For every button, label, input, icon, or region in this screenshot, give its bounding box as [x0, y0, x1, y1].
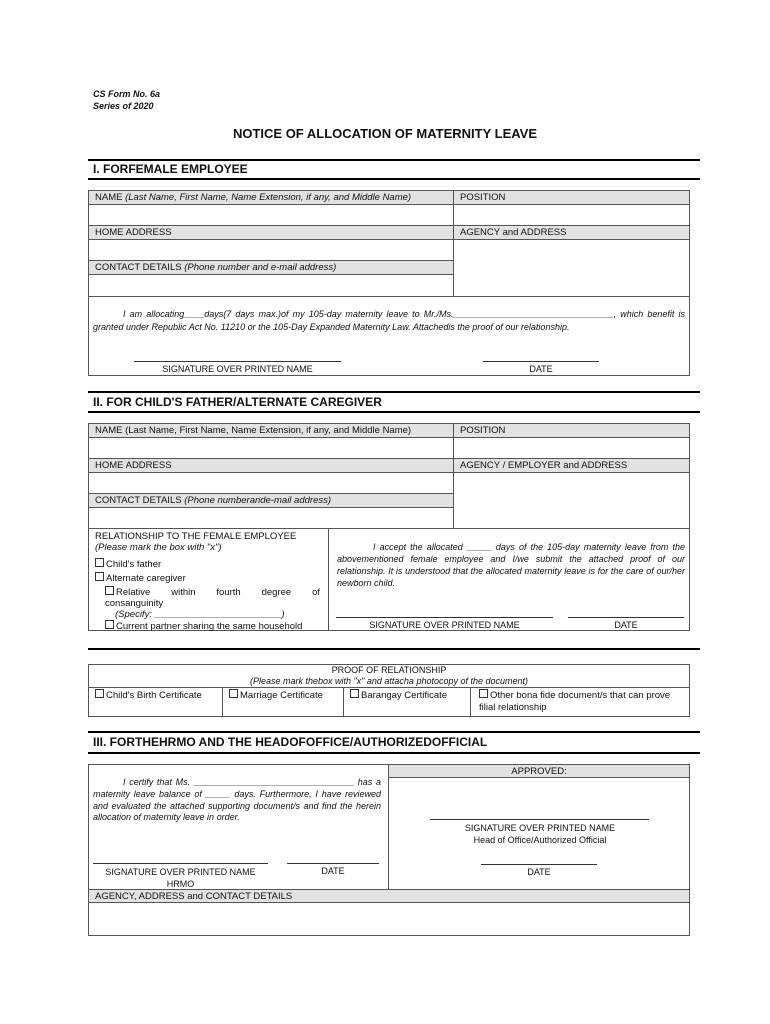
s1-name-field[interactable]: [88, 204, 454, 226]
proof-other-document[interactable]: Other bona fide document/s that can prove filial relationship: [470, 687, 690, 717]
proof-birth-certificate[interactable]: Child's Birth Certificate: [88, 687, 223, 717]
s1-name-header: [88, 190, 454, 205]
section2-rule: [88, 391, 700, 393]
checkbox[interactable]: [105, 620, 114, 629]
head-label: Head of Office/Authorized Official: [473, 835, 607, 845]
page-title: NOTICE OF ALLOCATION OF MATERNITY LEAVE: [232, 126, 538, 141]
checkbox[interactable]: [350, 689, 359, 698]
form-series: Series of 2020: [93, 101, 154, 111]
section3-rule-bottom: [88, 752, 700, 754]
checkbox[interactable]: [479, 689, 488, 698]
s1-contact-field[interactable]: [88, 274, 454, 297]
hrmo-date-label: DATE: [321, 866, 345, 876]
s2-relationship-label: RELATIONSHIP TO THE FEMALE EMPLOYEE: [95, 531, 297, 542]
s1-contact-hint: (Phone number and e-mail address): [184, 262, 337, 273]
s2-position-field[interactable]: [453, 437, 690, 459]
s1-agency-header: AGENCY and ADDRESS: [453, 225, 690, 240]
opt-alternate-caregiver[interactable]: Alternate caregiver: [95, 572, 322, 584]
s2-signature-line[interactable]: [336, 617, 553, 618]
s2-date-line[interactable]: [568, 617, 684, 618]
head-date-label: DATE: [527, 867, 551, 877]
proof-barangay-certificate[interactable]: Barangay Certificate: [343, 687, 471, 717]
approved-header: APPROVED:: [388, 764, 690, 778]
s2-name-field[interactable]: [88, 437, 454, 459]
s2-contact-header: [88, 493, 454, 508]
s1-date-label: DATE: [529, 364, 553, 374]
hrmo-date-line[interactable]: [287, 863, 379, 864]
s1-signature-line[interactable]: [134, 361, 341, 362]
s2-relationship-hint: (Please mark the box with "x"): [95, 542, 222, 553]
hrmo-signature-block: [93, 866, 268, 890]
proof-heading: [88, 665, 690, 687]
proof-marriage-certificate[interactable]: Marriage Certificate: [222, 687, 344, 717]
s2-contact-field[interactable]: [88, 507, 454, 529]
s2-signature-label: SIGNATURE OVER PRINTED NAME: [369, 620, 520, 630]
head-signature-line[interactable]: [430, 819, 649, 820]
s1-signature-label: SIGNATURE OVER PRINTED NAME: [162, 364, 313, 374]
s2-position-header: POSITION: [453, 423, 690, 438]
section1-rule-bottom: [88, 178, 700, 180]
opt-current-partner[interactable]: Current partner sharing the same household: [95, 620, 322, 632]
checkbox[interactable]: [229, 689, 238, 698]
s2-acceptance-statement: I accept the allocated _____ days of the 105-day maternity leave from the abovementioned female employee and I/we submit the attached proof of our relationship. It is understood that the allocated maternity leave is for the care of our/her newborn child.: [337, 542, 685, 588]
s1-home-address-header: HOME ADDRESS: [88, 225, 454, 240]
section2-rule-bottom: [88, 411, 700, 413]
checkbox[interactable]: [95, 572, 104, 581]
s1-position-field[interactable]: [453, 204, 690, 226]
opt-childs-father[interactable]: Child's father: [95, 558, 322, 570]
s1-date-line[interactable]: [483, 361, 599, 362]
s2-name-header: NAME (Last Name, First Name, Name Extension, if any, and Middle Name): [88, 423, 454, 438]
form-number: CS Form No. 6a: [93, 89, 161, 99]
hrmo-certification: I certify that Ms. ________________________________ has a maternity leave balance of _____ days. Furthermore, I have reviewed and evaluated the attached supporting document/s and find the herein allocation of maternity leave in order.: [93, 777, 381, 823]
section3-heading: III. FORTHEHRMO AND THE HEADOFOFFICE/AUTHORIZEDOFFICIAL: [93, 735, 488, 749]
s1-name-label: NAME: [95, 192, 123, 203]
section1-heading: I. FORFEMALE EMPLOYEE: [93, 162, 248, 176]
s1-allocation-statement: I am allocating____days(7 days max.)of my 105-day maternity leave to Mr./Ms.________________________________, which benefit is granted under Republic Act No. 11210 or the 105-Day Expanded Maternity Law. Attachedis the proof of our relationship.: [93, 309, 685, 332]
opt-specify[interactable]: (Specify: ________________________): [115, 609, 285, 620]
s2-relationship-box: [88, 528, 329, 631]
proof-rule: [88, 648, 700, 650]
s2-contact-label: CONTACT DETAILS: [95, 495, 182, 506]
head-signature-block: [420, 822, 660, 846]
s2-agency-header: AGENCY / EMPLOYER and ADDRESS: [453, 458, 690, 473]
s1-home-address-field[interactable]: [88, 239, 454, 261]
section1-rule: [88, 159, 700, 161]
s1-name-hint: (Last Name, First Name, Name Extension, if any, and Middle Name): [125, 192, 412, 203]
s1-agency-field[interactable]: [453, 239, 690, 297]
opt-relative[interactable]: Relative within fourth degree of consanguinity: [105, 587, 323, 609]
section2-heading: II. FOR CHILD'S FATHER/ALTERNATE CAREGIVER: [93, 395, 382, 409]
s2-date-label: DATE: [614, 620, 638, 630]
proof-hint: (Please mark thebox with "x" and attacha photocopy of the document): [249, 676, 529, 686]
agency-contact-field[interactable]: [88, 902, 690, 936]
checkbox[interactable]: [95, 689, 104, 698]
s2-home-address-header: HOME ADDRESS: [88, 458, 454, 473]
checkbox[interactable]: [105, 586, 114, 595]
agency-contact-header: AGENCY, ADDRESS and CONTACT DETAILS: [88, 889, 690, 903]
s2-agency-field[interactable]: [453, 472, 690, 529]
hrmo-signature-label: SIGNATURE OVER PRINTED NAME: [105, 867, 256, 877]
s1-contact-header: [88, 260, 454, 275]
s1-position-header: POSITION: [453, 190, 690, 205]
s1-contact-label: CONTACT DETAILS: [95, 262, 182, 273]
head-date-line[interactable]: [481, 864, 597, 865]
hrmo-label: HRMO: [166, 879, 195, 889]
proof-title: PROOF OF RELATIONSHIP: [331, 665, 447, 675]
checkbox[interactable]: [95, 558, 104, 567]
section3-rule: [88, 731, 700, 733]
head-signature-label: SIGNATURE OVER PRINTED NAME: [464, 823, 616, 833]
s2-contact-hint: (Phone numberande-mail address): [184, 495, 332, 506]
s2-home-address-field[interactable]: [88, 472, 454, 494]
hrmo-signature-line[interactable]: [93, 863, 268, 864]
